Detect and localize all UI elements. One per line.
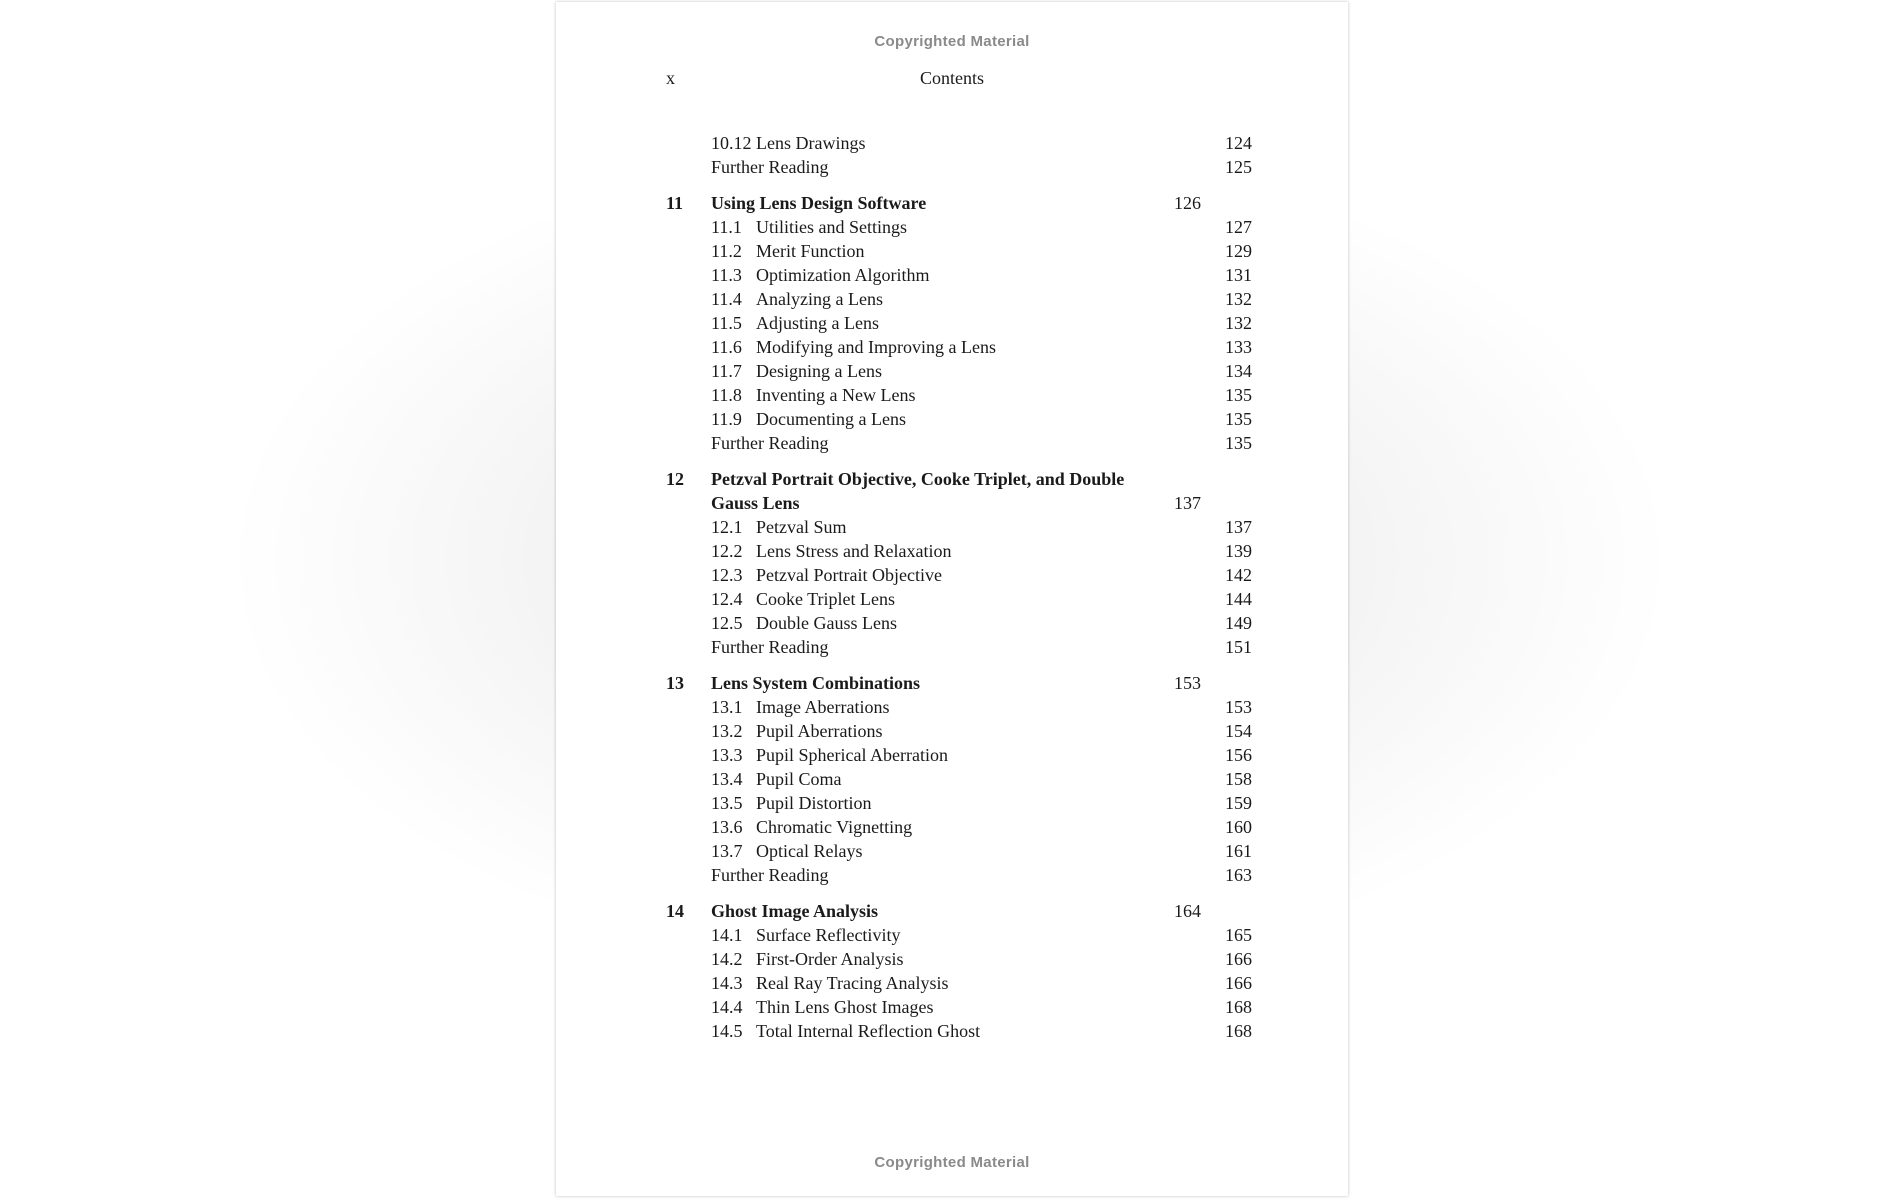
section-number: 13.4 — [711, 769, 743, 789]
section-title: Pupil Distortion — [756, 793, 872, 813]
toc-section-entry[interactable] — [666, 791, 1252, 815]
section-title: Inventing a New Lens — [756, 385, 916, 405]
page-number: 149 — [1225, 613, 1252, 633]
page-number: 161 — [1225, 841, 1252, 861]
toc-section-entry[interactable] — [666, 995, 1252, 1019]
chapter-title: Ghost Image Analysis — [711, 901, 879, 921]
section-number: 13.2 — [711, 721, 743, 741]
page-number: 163 — [1225, 865, 1252, 885]
toc-section-entry[interactable] — [666, 383, 1252, 407]
section-title: Merit Function — [756, 241, 865, 261]
page-number: 133 — [1225, 337, 1252, 357]
section-number: 11.7 — [711, 361, 742, 381]
section-title: Double Gauss Lens — [756, 613, 897, 633]
toc-section-entry[interactable] — [666, 539, 1252, 563]
section-number: 14.1 — [711, 925, 743, 945]
further-reading-title: Further Reading — [711, 433, 829, 453]
toc-section-entry[interactable] — [666, 1019, 1252, 1043]
section-title: Total Internal Reflection Ghost — [756, 1021, 981, 1041]
section-title: Adjusting a Lens — [756, 313, 879, 333]
section-number: 11.9 — [711, 409, 742, 429]
page-number: 142 — [1225, 565, 1252, 585]
page-number: 132 — [1225, 289, 1252, 309]
page-number: 129 — [1225, 241, 1252, 261]
section-number: 12.1 — [711, 517, 743, 537]
toc-section-entry[interactable] — [666, 407, 1252, 431]
document-page — [556, 2, 1348, 1196]
toc-section-entry[interactable] — [666, 971, 1252, 995]
section-number: 13.7 — [711, 841, 743, 861]
section-number: 11.1 — [711, 217, 742, 237]
section-title: Documenting a Lens — [756, 409, 906, 429]
watermark-top: Copyrighted Material — [874, 33, 1030, 50]
toc-section-entry[interactable] — [666, 311, 1252, 335]
section-number: 13.5 — [711, 793, 743, 813]
running-head — [556, 68, 1348, 90]
page-number: 135 — [1225, 409, 1252, 429]
section-title: Lens Drawings — [756, 133, 866, 153]
section-number: 11.8 — [711, 385, 742, 405]
toc-further-reading[interactable] — [666, 635, 1252, 659]
section-number: 13.1 — [711, 697, 743, 717]
page-number: 135 — [1225, 433, 1252, 453]
toc-chapter-entry[interactable] — [666, 191, 1252, 215]
chapter-number: 14 — [666, 901, 684, 921]
page-number: 153 — [1225, 697, 1252, 717]
toc-section-entry[interactable] — [666, 815, 1252, 839]
toc-section-entry[interactable] — [666, 611, 1252, 635]
section-number: 11.6 — [711, 337, 742, 357]
section-title: Utilities and Settings — [756, 217, 907, 237]
page-number: 139 — [1225, 541, 1252, 561]
section-title: Pupil Coma — [756, 769, 842, 789]
toc-further-reading[interactable] — [666, 863, 1252, 887]
page-number: 168 — [1225, 1021, 1252, 1041]
section-title: Pupil Spherical Aberration — [756, 745, 948, 765]
toc-section-entry[interactable] — [666, 263, 1252, 287]
toc-chapter-entry[interactable] — [666, 671, 1252, 695]
toc-further-reading[interactable] — [666, 155, 1252, 179]
toc-section-entry[interactable] — [666, 335, 1252, 359]
toc-section-entry[interactable] — [666, 695, 1252, 719]
toc-section-entry[interactable] — [666, 719, 1252, 743]
page-number: 137 — [1174, 493, 1201, 513]
chapter-title: Lens System Combinations — [711, 673, 921, 693]
toc-section-entry[interactable] — [666, 743, 1252, 767]
section-title: Petzval Portrait Objective — [756, 565, 942, 585]
page-number: 168 — [1225, 997, 1252, 1017]
toc-section-entry[interactable] — [666, 359, 1252, 383]
toc-section-entry[interactable] — [666, 515, 1252, 539]
page-title: Contents — [919, 68, 984, 88]
toc-chapter-entry[interactable] — [666, 467, 1252, 515]
section-title: Optimization Algorithm — [756, 265, 930, 285]
toc-section-entry[interactable] — [666, 287, 1252, 311]
section-number: 11.4 — [711, 289, 742, 309]
section-number: 14.5 — [711, 1021, 743, 1041]
section-title: Thin Lens Ghost Images — [756, 997, 934, 1017]
section-number: 12.3 — [711, 565, 743, 585]
section-number: 11.5 — [711, 313, 742, 333]
toc-section-entry[interactable] — [666, 239, 1252, 263]
page-number: 156 — [1225, 745, 1252, 765]
chapter-number: 11 — [666, 193, 684, 213]
section-title: Real Ray Tracing Analysis — [756, 973, 949, 993]
page-number: 135 — [1225, 385, 1252, 405]
section-number: 11.3 — [711, 265, 742, 285]
toc-section-entry[interactable] — [666, 767, 1252, 791]
toc-further-reading[interactable] — [666, 431, 1252, 455]
section-number: 13.6 — [711, 817, 743, 837]
page-number: 134 — [1225, 361, 1252, 381]
section-number: 11.2 — [711, 241, 742, 261]
section-number: 12.2 — [711, 541, 743, 561]
section-number: 12.4 — [711, 589, 743, 609]
chapter-number: 12 — [666, 469, 684, 489]
section-number: 14.4 — [711, 997, 743, 1017]
section-title: Analyzing a Lens — [756, 289, 883, 309]
page-number: 160 — [1225, 817, 1252, 837]
toc-section-entry[interactable] — [666, 923, 1252, 947]
table-of-contents — [666, 131, 1252, 1043]
toc-section-entry[interactable] — [666, 215, 1252, 239]
section-title: Chromatic Vignetting — [756, 817, 913, 837]
toc-section-entry[interactable] — [666, 563, 1252, 587]
section-number: 14.3 — [711, 973, 743, 993]
section-number: 14.2 — [711, 949, 743, 969]
chapter-number: 13 — [666, 673, 684, 693]
page-number: 144 — [1225, 589, 1252, 609]
page-number: 166 — [1225, 949, 1252, 969]
toc-chapter-entry[interactable] — [666, 899, 1252, 923]
section-title: Petzval Sum — [756, 517, 847, 537]
section-title: First-Order Analysis — [756, 949, 904, 969]
toc-section-entry[interactable] — [666, 839, 1252, 863]
section-title: Surface Reflectivity — [756, 925, 901, 945]
page-number: 158 — [1225, 769, 1252, 789]
further-reading-title: Further Reading — [711, 865, 829, 885]
page-number: 165 — [1225, 925, 1252, 945]
section-title: Lens Stress and Relaxation — [756, 541, 952, 561]
section-number: 13.3 — [711, 745, 743, 765]
page-number: 151 — [1225, 637, 1252, 657]
page-number: 154 — [1225, 721, 1252, 741]
page-number: 125 — [1225, 157, 1252, 177]
toc-section-entry[interactable] — [666, 587, 1252, 611]
page-number: 126 — [1174, 193, 1201, 213]
chapter-title: Using Lens Design Software — [711, 193, 927, 213]
watermark-bottom: Copyrighted Material — [874, 1154, 1030, 1171]
page-number: 132 — [1225, 313, 1252, 333]
section-title: Cooke Triplet Lens — [756, 589, 896, 609]
page-folio: x — [666, 68, 675, 88]
section-title: Optical Relays — [756, 841, 863, 861]
toc-section-entry[interactable] — [666, 947, 1252, 971]
page-number: 137 — [1225, 517, 1252, 537]
section-title: Pupil Aberrations — [756, 721, 883, 741]
chapter-title: Petzval Portrait Objective, Cooke Triplet, and Double Gauss Lens — [711, 469, 1125, 513]
further-reading-title: Further Reading — [711, 637, 829, 657]
page-number: 124 — [1225, 133, 1252, 153]
toc-section-entry[interactable] — [666, 131, 1252, 155]
section-number: 12.5 — [711, 613, 743, 633]
page-number: 166 — [1225, 973, 1252, 993]
section-title: Image Aberrations — [756, 697, 890, 717]
page-number: 153 — [1174, 673, 1201, 693]
page-number: 127 — [1225, 217, 1252, 237]
section-number: 10.12 — [711, 133, 752, 153]
page-number: 159 — [1225, 793, 1252, 813]
section-title: Designing a Lens — [756, 361, 882, 381]
page-number: 164 — [1174, 901, 1201, 921]
further-reading-title: Further Reading — [711, 157, 829, 177]
page-number: 131 — [1225, 265, 1252, 285]
section-title: Modifying and Improving a Lens — [756, 337, 996, 357]
